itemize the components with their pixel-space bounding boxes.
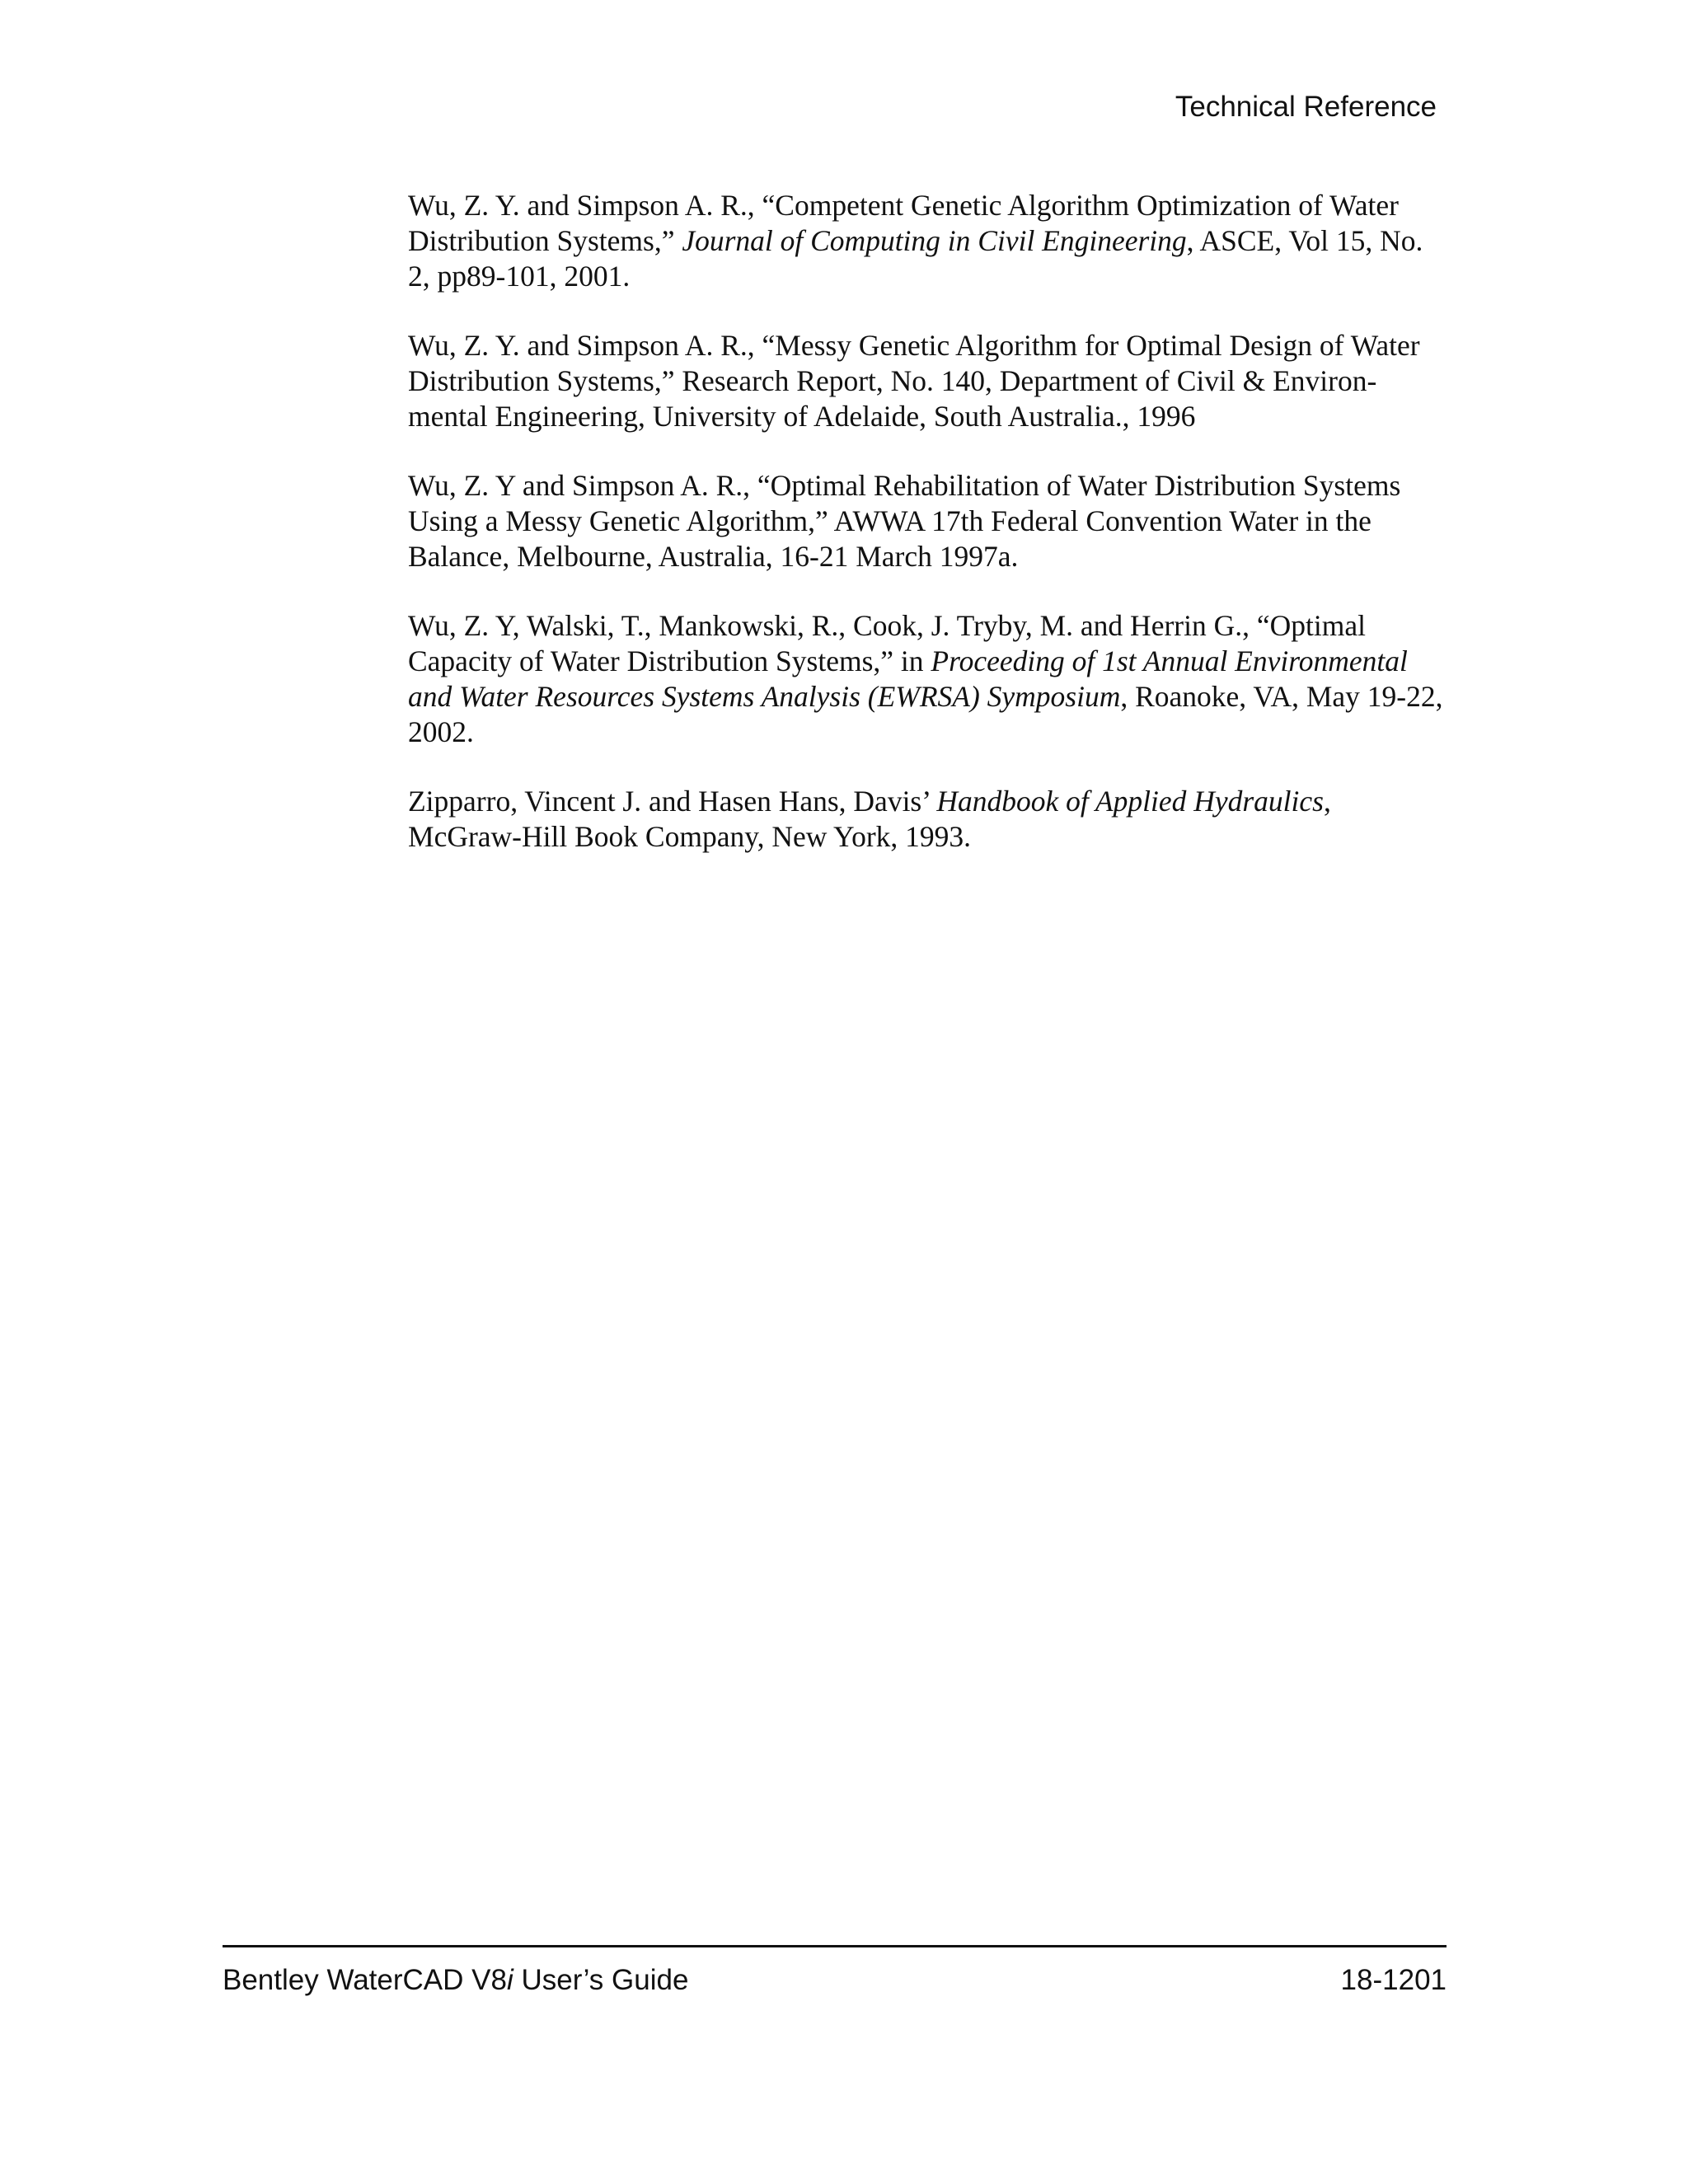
reference-text: Wu, Z. Y and Simpson A. R., “Optimal Rehabilitation of Water Distribution Systems Using a Messy Genetic Algorithm,” AWWA 17th Federal Convention Water in the Balance, Melbourne, Australia, 16-21 March 1997a. <box>408 469 1401 573</box>
document-title-suffix: User’s Guide <box>513 1964 689 1996</box>
document-title-italic: i <box>506 1964 513 1996</box>
footer-divider <box>223 1945 1447 1947</box>
reference-text: , Roanoke, VA, May 19-22, 2002. <box>408 680 1443 748</box>
reference-text: Wu, Z. Y. and Simpson A. R., “Messy Genetic Algorithm for Optimal Design of Water Distribution Systems,” Research Report, No. 140, Department of Civil & Environ-mental Engineering, University of Adelaide, South Australia., 1996 <box>408 329 1420 433</box>
reference-entry-2 <box>408 328 1451 434</box>
reference-text: Wu, Z. Y. and Simpson A. R., “Competent Genetic Algorithm Optimization of Water Distribution Systems,” <box>408 189 1399 257</box>
reference-entry-1 <box>408 188 1451 294</box>
reference-text: , McGraw-Hill Book Company, New York, 1993. <box>408 785 1331 853</box>
reference-entry-5 <box>408 784 1451 855</box>
reference-source-title: Proceeding of 1st Annual Environmental and Water Resources Systems Analysis (EWRSA) Symposium <box>408 644 1408 713</box>
reference-text: , ASCE, Vol 15, No. 2, pp89-101, 2001. <box>408 224 1423 293</box>
reference-entry-4 <box>408 608 1451 750</box>
document-title <box>223 1960 688 2001</box>
reference-source-title: Handbook of Applied Hydraulics <box>936 785 1324 818</box>
reference-source-title: Journal of Computing in Civil Engineering <box>682 224 1187 257</box>
page-number: 18-1201 <box>1340 1964 1447 1996</box>
running-header: Technical Reference <box>1175 91 1437 123</box>
reference-text: Zipparro, Vincent J. and Hasen Hans, Davis’ <box>408 785 937 818</box>
reference-list <box>408 188 1451 855</box>
document-title-prefix: Bentley WaterCAD V8 <box>223 1964 507 1996</box>
reference-entry-3 <box>408 468 1451 574</box>
reference-text: Wu, Z. Y, Walski, T., Mankowski, R., Cook, J. Tryby, M. and Herrin G., “Optimal Capacity of Water Distribution Systems,” in <box>408 609 1366 677</box>
page-footer <box>223 1960 1447 2001</box>
